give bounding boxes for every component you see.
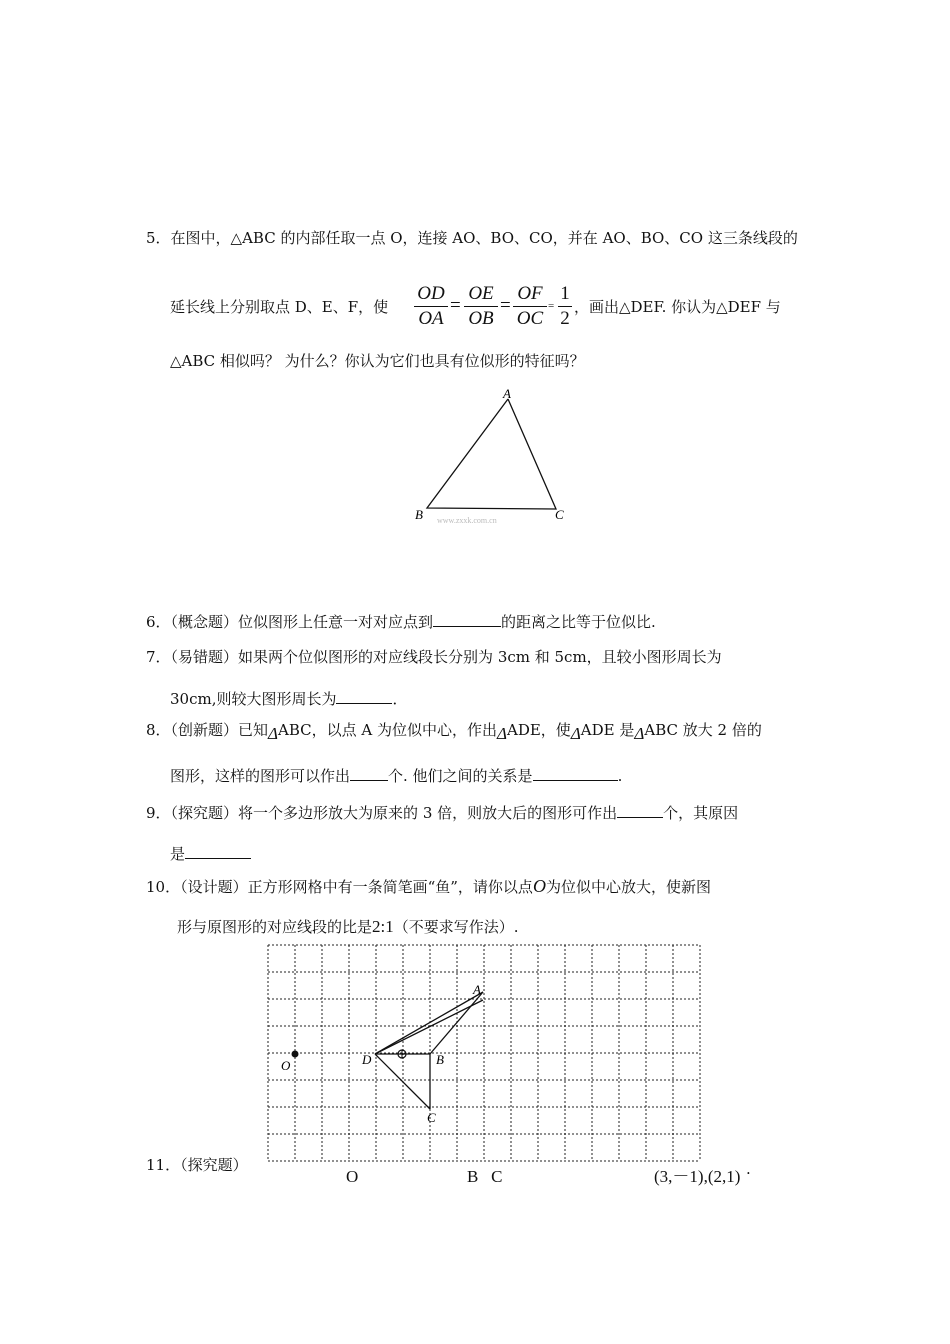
q9-line1	[146, 803, 738, 822]
q5-line2-suffix: ，画出△DEF. 你认为△DEF 与	[574, 298, 781, 316]
fraction-of-oc: OF OC	[513, 283, 547, 330]
watermark: www.zxxk.com.cn	[437, 516, 497, 525]
q8-text: ADE，使	[507, 721, 571, 739]
fish-grid-figure	[265, 942, 705, 1167]
q7-text-pre: 30cm,则较大图形周长为	[170, 690, 337, 708]
q10-text: 10．（设计题）正方形网格中有一条简笔画“鱼”，请你以点	[146, 878, 533, 896]
vertex-label-c: C	[555, 507, 564, 522]
q11-label: 11．（探究题）	[146, 1156, 248, 1174]
vertex-label-b: B	[415, 507, 423, 522]
q8-text: 图形，这样的图形可以作出	[170, 767, 351, 785]
delta-symbol: Δ	[497, 724, 507, 743]
q10-text: （不要求写作法）.	[393, 918, 519, 936]
q6-text-pre: 6．（概念题）位似图形上任意一对对应点到	[146, 613, 434, 631]
answer-blank[interactable]	[350, 766, 388, 781]
q6-line	[146, 612, 656, 631]
fish-drawing	[375, 992, 483, 1109]
grid-label-b: B	[436, 1052, 444, 1067]
answer-blank[interactable]	[533, 766, 618, 781]
q7-line2	[170, 689, 408, 708]
q5-line3: △ABC 相似吗？ 为什么？你认为它们也具有位似形的特征吗？	[170, 352, 585, 370]
grid-label-c: C	[427, 1110, 436, 1125]
ratio-value: 2:1	[372, 917, 394, 936]
answer-blank[interactable]	[433, 612, 501, 627]
q11-fragment-bc: B C	[467, 1167, 503, 1186]
grid-label-o: O	[281, 1058, 291, 1073]
q10-text: 为位似中心放大，使新图	[545, 878, 711, 896]
triangle-abc	[427, 399, 556, 509]
fraction-od-oa: OD OA	[414, 283, 448, 330]
q10-line2	[177, 918, 519, 936]
delta-symbol: Δ	[634, 724, 645, 743]
q11-fragment-o: O	[346, 1167, 359, 1186]
q9-text: 个，其原因	[663, 804, 739, 822]
q8-text: 个. 他们之间的关系是	[388, 767, 533, 785]
q8-line1	[146, 721, 762, 743]
equals-sign-small: =	[548, 300, 555, 312]
q5-line2-prefix: 延长线上分别取点 D、E、F，使	[170, 298, 389, 316]
q8-text: 8．（创新题）已知	[146, 721, 269, 739]
q7-line1: 7．（易错题）如果两个位似图形的对应线段长分别为 3cm 和 5cm，且较小图形周长为	[146, 648, 722, 666]
q9-text: 是	[170, 845, 186, 863]
q10-line1	[146, 877, 711, 896]
center-point-o	[292, 1051, 299, 1058]
q11-fragment-dot: .	[746, 1160, 751, 1178]
answer-blank[interactable]	[617, 803, 663, 818]
q11-fragment-coords: (3,－1),(2,1)	[654, 1167, 741, 1186]
q6-text-post: 的距离之比等于位似比.	[501, 613, 656, 631]
q9-line2	[170, 844, 251, 863]
q8-text: ADE 是	[580, 721, 635, 739]
delta-symbol: Δ	[570, 724, 581, 743]
q8-text: ABC 放大 2 倍的	[644, 721, 762, 739]
equals-sign: =	[450, 295, 461, 316]
fraction-oe-ob: OE OB	[464, 283, 498, 330]
fraction-one-half: 1 2	[558, 283, 572, 330]
vertex-label-a: A	[503, 386, 511, 401]
answer-blank[interactable]	[185, 844, 251, 859]
q8-text: .	[617, 767, 623, 785]
q7-text-post: ．	[392, 690, 408, 708]
grid-label-a: A	[473, 982, 481, 997]
triangle-abc-figure	[405, 385, 585, 530]
q9-text: 9．（探究题）将一个多边形放大为原来的 3 倍，则放大后的图形可作出	[146, 804, 618, 822]
dotted-grid	[268, 945, 700, 1161]
grid-label-d: D	[362, 1052, 372, 1067]
equals-sign: =	[500, 295, 511, 316]
q5-line1: 5．在图中，△ABC 的内部任取一点 O，连接 AO、BO、CO，并在 AO、BO、CO 这三条线段的	[146, 229, 798, 247]
delta-symbol: Δ	[268, 724, 279, 743]
q10-text: 形与原图形的对应线段的比是	[177, 918, 373, 936]
point-o-symbol: O	[532, 876, 546, 896]
q8-line2	[170, 766, 622, 785]
q8-text: ABC，以点 A 为位似中心，作出	[278, 721, 498, 739]
answer-blank[interactable]	[336, 689, 392, 704]
